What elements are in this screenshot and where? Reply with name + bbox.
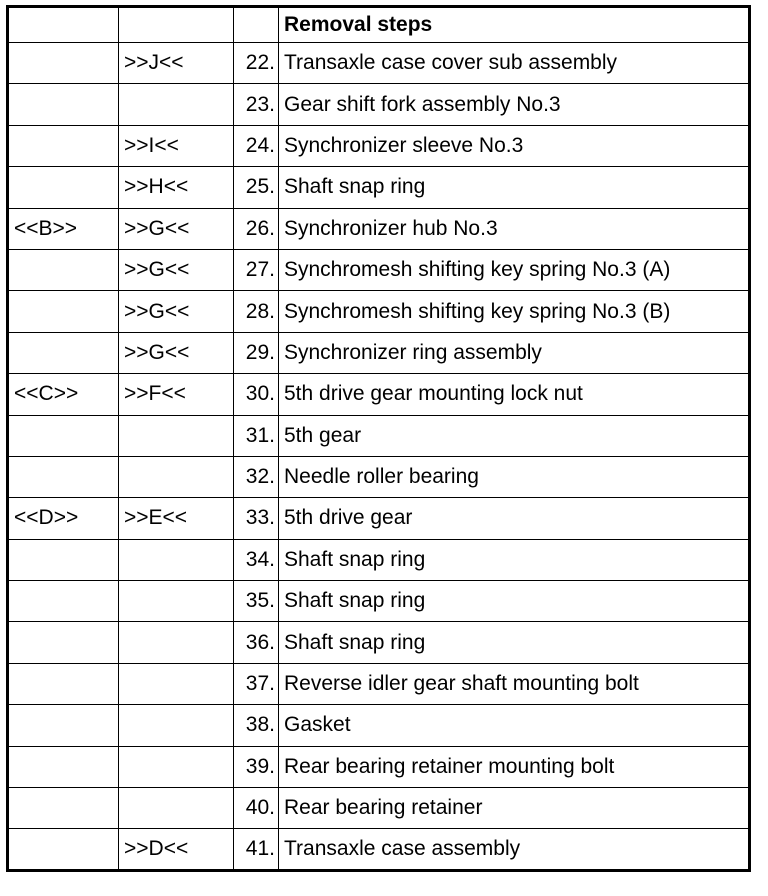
step-number: 23.	[234, 84, 279, 125]
ref-label-b: >>J<<	[119, 43, 234, 84]
step-number: 40.	[234, 788, 279, 829]
step-description: 5th drive gear	[279, 498, 750, 539]
ref-label-b: >>G<<	[119, 332, 234, 373]
step-number: 36.	[234, 622, 279, 663]
table-header-row	[8, 7, 750, 43]
ref-label-b	[119, 788, 234, 829]
step-number: 26.	[234, 208, 279, 249]
ref-label-b: >>H<<	[119, 167, 234, 208]
header-cell-index-a	[8, 7, 119, 43]
step-number: 32.	[234, 456, 279, 497]
step-number: 39.	[234, 746, 279, 787]
step-description: Synchronizer sleeve No.3	[279, 125, 750, 166]
ref-label-b: >>D<<	[119, 829, 234, 870]
table-row	[8, 291, 750, 332]
ref-label-a	[8, 705, 119, 746]
step-number: 28.	[234, 291, 279, 332]
ref-label-b	[119, 705, 234, 746]
ref-label-b	[119, 84, 234, 125]
ref-label-b: >>G<<	[119, 291, 234, 332]
table-row	[8, 498, 750, 539]
ref-label-a	[8, 581, 119, 622]
table-row	[8, 746, 750, 787]
step-number: 33.	[234, 498, 279, 539]
ref-label-b	[119, 456, 234, 497]
header-title: Removal steps	[279, 7, 750, 43]
ref-label-a	[8, 663, 119, 704]
step-number: 35.	[234, 581, 279, 622]
step-number: 25.	[234, 167, 279, 208]
step-description: Synchronizer hub No.3	[279, 208, 750, 249]
ref-label-a	[8, 332, 119, 373]
ref-label-b: >>E<<	[119, 498, 234, 539]
ref-label-b: >>I<<	[119, 125, 234, 166]
step-description: Gear shift fork assembly No.3	[279, 84, 750, 125]
step-description: Transaxle case assembly	[279, 829, 750, 870]
table-row	[8, 374, 750, 415]
table-row	[8, 332, 750, 373]
table-row	[8, 43, 750, 84]
ref-label-a	[8, 539, 119, 580]
ref-label-b	[119, 581, 234, 622]
step-description: Shaft snap ring	[279, 581, 750, 622]
table-row	[8, 829, 750, 870]
table-row	[8, 249, 750, 290]
table-row	[8, 705, 750, 746]
ref-label-a	[8, 167, 119, 208]
ref-label-a	[8, 125, 119, 166]
step-description: 5th drive gear mounting lock nut	[279, 374, 750, 415]
ref-label-a	[8, 84, 119, 125]
ref-label-b	[119, 746, 234, 787]
ref-label-a	[8, 746, 119, 787]
step-description: Synchronizer ring assembly	[279, 332, 750, 373]
step-number: 41.	[234, 829, 279, 870]
ref-label-a	[8, 829, 119, 870]
table-row	[8, 456, 750, 497]
step-description: Reverse idler gear shaft mounting bolt	[279, 663, 750, 704]
ref-label-a	[8, 788, 119, 829]
step-description: Shaft snap ring	[279, 622, 750, 663]
ref-label-b: >>G<<	[119, 249, 234, 290]
step-description: Gasket	[279, 705, 750, 746]
step-number: 24.	[234, 125, 279, 166]
ref-label-a	[8, 456, 119, 497]
ref-label-a	[8, 622, 119, 663]
header-cell-index-b	[119, 7, 234, 43]
ref-label-b	[119, 663, 234, 704]
ref-label-a: <<C>>	[8, 374, 119, 415]
table-row	[8, 208, 750, 249]
step-description: Shaft snap ring	[279, 539, 750, 580]
step-number: 37.	[234, 663, 279, 704]
step-description: 5th gear	[279, 415, 750, 456]
ref-label-a	[8, 415, 119, 456]
removal-steps-table	[6, 5, 751, 872]
removal-steps-body	[8, 7, 750, 871]
table-row	[8, 581, 750, 622]
table-row	[8, 663, 750, 704]
step-number: 31.	[234, 415, 279, 456]
table-row	[8, 125, 750, 166]
table-row	[8, 167, 750, 208]
step-description: Shaft snap ring	[279, 167, 750, 208]
ref-label-b: >>F<<	[119, 374, 234, 415]
table-row	[8, 415, 750, 456]
ref-label-a	[8, 249, 119, 290]
ref-label-b	[119, 415, 234, 456]
table-row	[8, 539, 750, 580]
ref-label-b	[119, 539, 234, 580]
step-number: 22.	[234, 43, 279, 84]
ref-label-a: <<D>>	[8, 498, 119, 539]
step-description: Rear bearing retainer mounting bolt	[279, 746, 750, 787]
step-number: 34.	[234, 539, 279, 580]
step-number: 30.	[234, 374, 279, 415]
step-description: Needle roller bearing	[279, 456, 750, 497]
ref-label-a	[8, 43, 119, 84]
ref-label-a: <<B>>	[8, 208, 119, 249]
table-row	[8, 622, 750, 663]
step-number: 38.	[234, 705, 279, 746]
table-row	[8, 84, 750, 125]
ref-label-b: >>G<<	[119, 208, 234, 249]
ref-label-a	[8, 291, 119, 332]
step-description: Synchromesh shifting key spring No.3 (A)	[279, 249, 750, 290]
step-description: Transaxle case cover sub assembly	[279, 43, 750, 84]
step-description: Rear bearing retainer	[279, 788, 750, 829]
step-number: 29.	[234, 332, 279, 373]
step-description: Synchromesh shifting key spring No.3 (B)	[279, 291, 750, 332]
table-row	[8, 788, 750, 829]
header-cell-number	[234, 7, 279, 43]
ref-label-b	[119, 622, 234, 663]
step-number: 27.	[234, 249, 279, 290]
